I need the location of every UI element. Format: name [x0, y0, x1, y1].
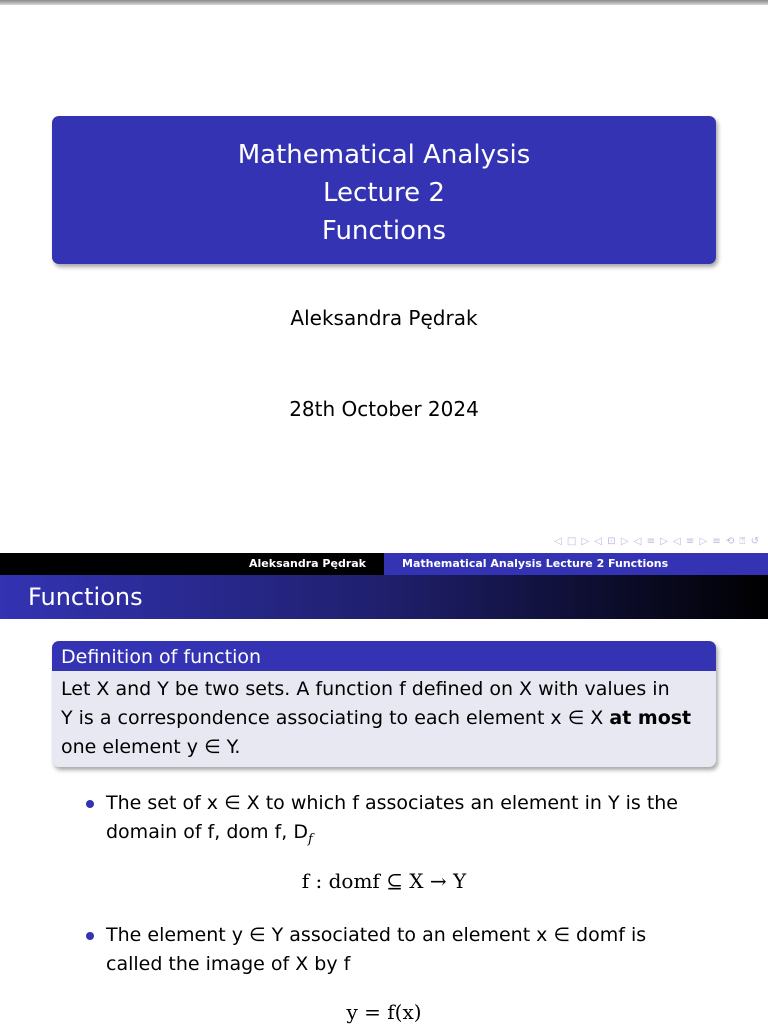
headline-author: Aleksandra Pędrak — [249, 557, 366, 570]
domain-subscript: f — [307, 831, 313, 847]
bullet-image — [86, 921, 726, 979]
top-rule — [0, 0, 768, 5]
bullet-domain — [86, 789, 726, 854]
definition-block-title: Definition of function — [52, 641, 716, 671]
definition-block — [52, 641, 716, 767]
bullet-domain-line-2-text: domain of f, dom f, D — [106, 821, 308, 843]
definition-line-3: one element y ∈ Y. — [61, 736, 241, 758]
bullet-icon — [86, 932, 94, 940]
bullet-image-line-2: called the image of X by f — [106, 953, 351, 975]
image-formula: y = f(x) — [346, 1000, 422, 1024]
nav-icons[interactable]: ◁ □ ▷ ◁ ⊡ ▷ ◁ ≡ ▷ ◁ ≡ ▷ ≡ ⟲ ⍰ ↺ — [554, 536, 760, 547]
bullet-domain-line-2 — [106, 818, 726, 854]
bullet-image-line-1: The element y ∈ Y associated to an element x ∈ domf is — [106, 924, 647, 946]
frame-title: Functions — [0, 575, 768, 619]
definition-emphasis: at most — [609, 707, 692, 729]
definition-line-1: Let X and Y be two sets. A function f defined on X with values in — [61, 678, 670, 700]
definition-line-2-text: Y is a correspondence associating to each element x ∈ X — [61, 707, 604, 729]
lecture-number: Lecture 2 — [323, 178, 445, 208]
headline-bar — [0, 553, 768, 575]
title-date: 28th October 2024 — [289, 397, 479, 421]
bullet-domain-line-1: The set of x ∈ X to which f associates an element in Y is the — [106, 792, 678, 814]
domain-formula: f : domf ⊆ X → Y — [301, 869, 467, 893]
definition-line-2 — [61, 704, 707, 733]
bullet-icon — [86, 800, 94, 808]
title-box — [52, 116, 716, 264]
navigation-symbols[interactable] — [548, 536, 760, 547]
lecture-topic: Functions — [321, 216, 447, 246]
definition-block-body — [52, 671, 716, 762]
presentation-title: Mathematical Analysis — [237, 140, 531, 170]
headline-title: Mathematical Analysis Lecture 2 Functions — [384, 553, 768, 575]
title-author: Aleksandra Pędrak — [290, 306, 478, 330]
